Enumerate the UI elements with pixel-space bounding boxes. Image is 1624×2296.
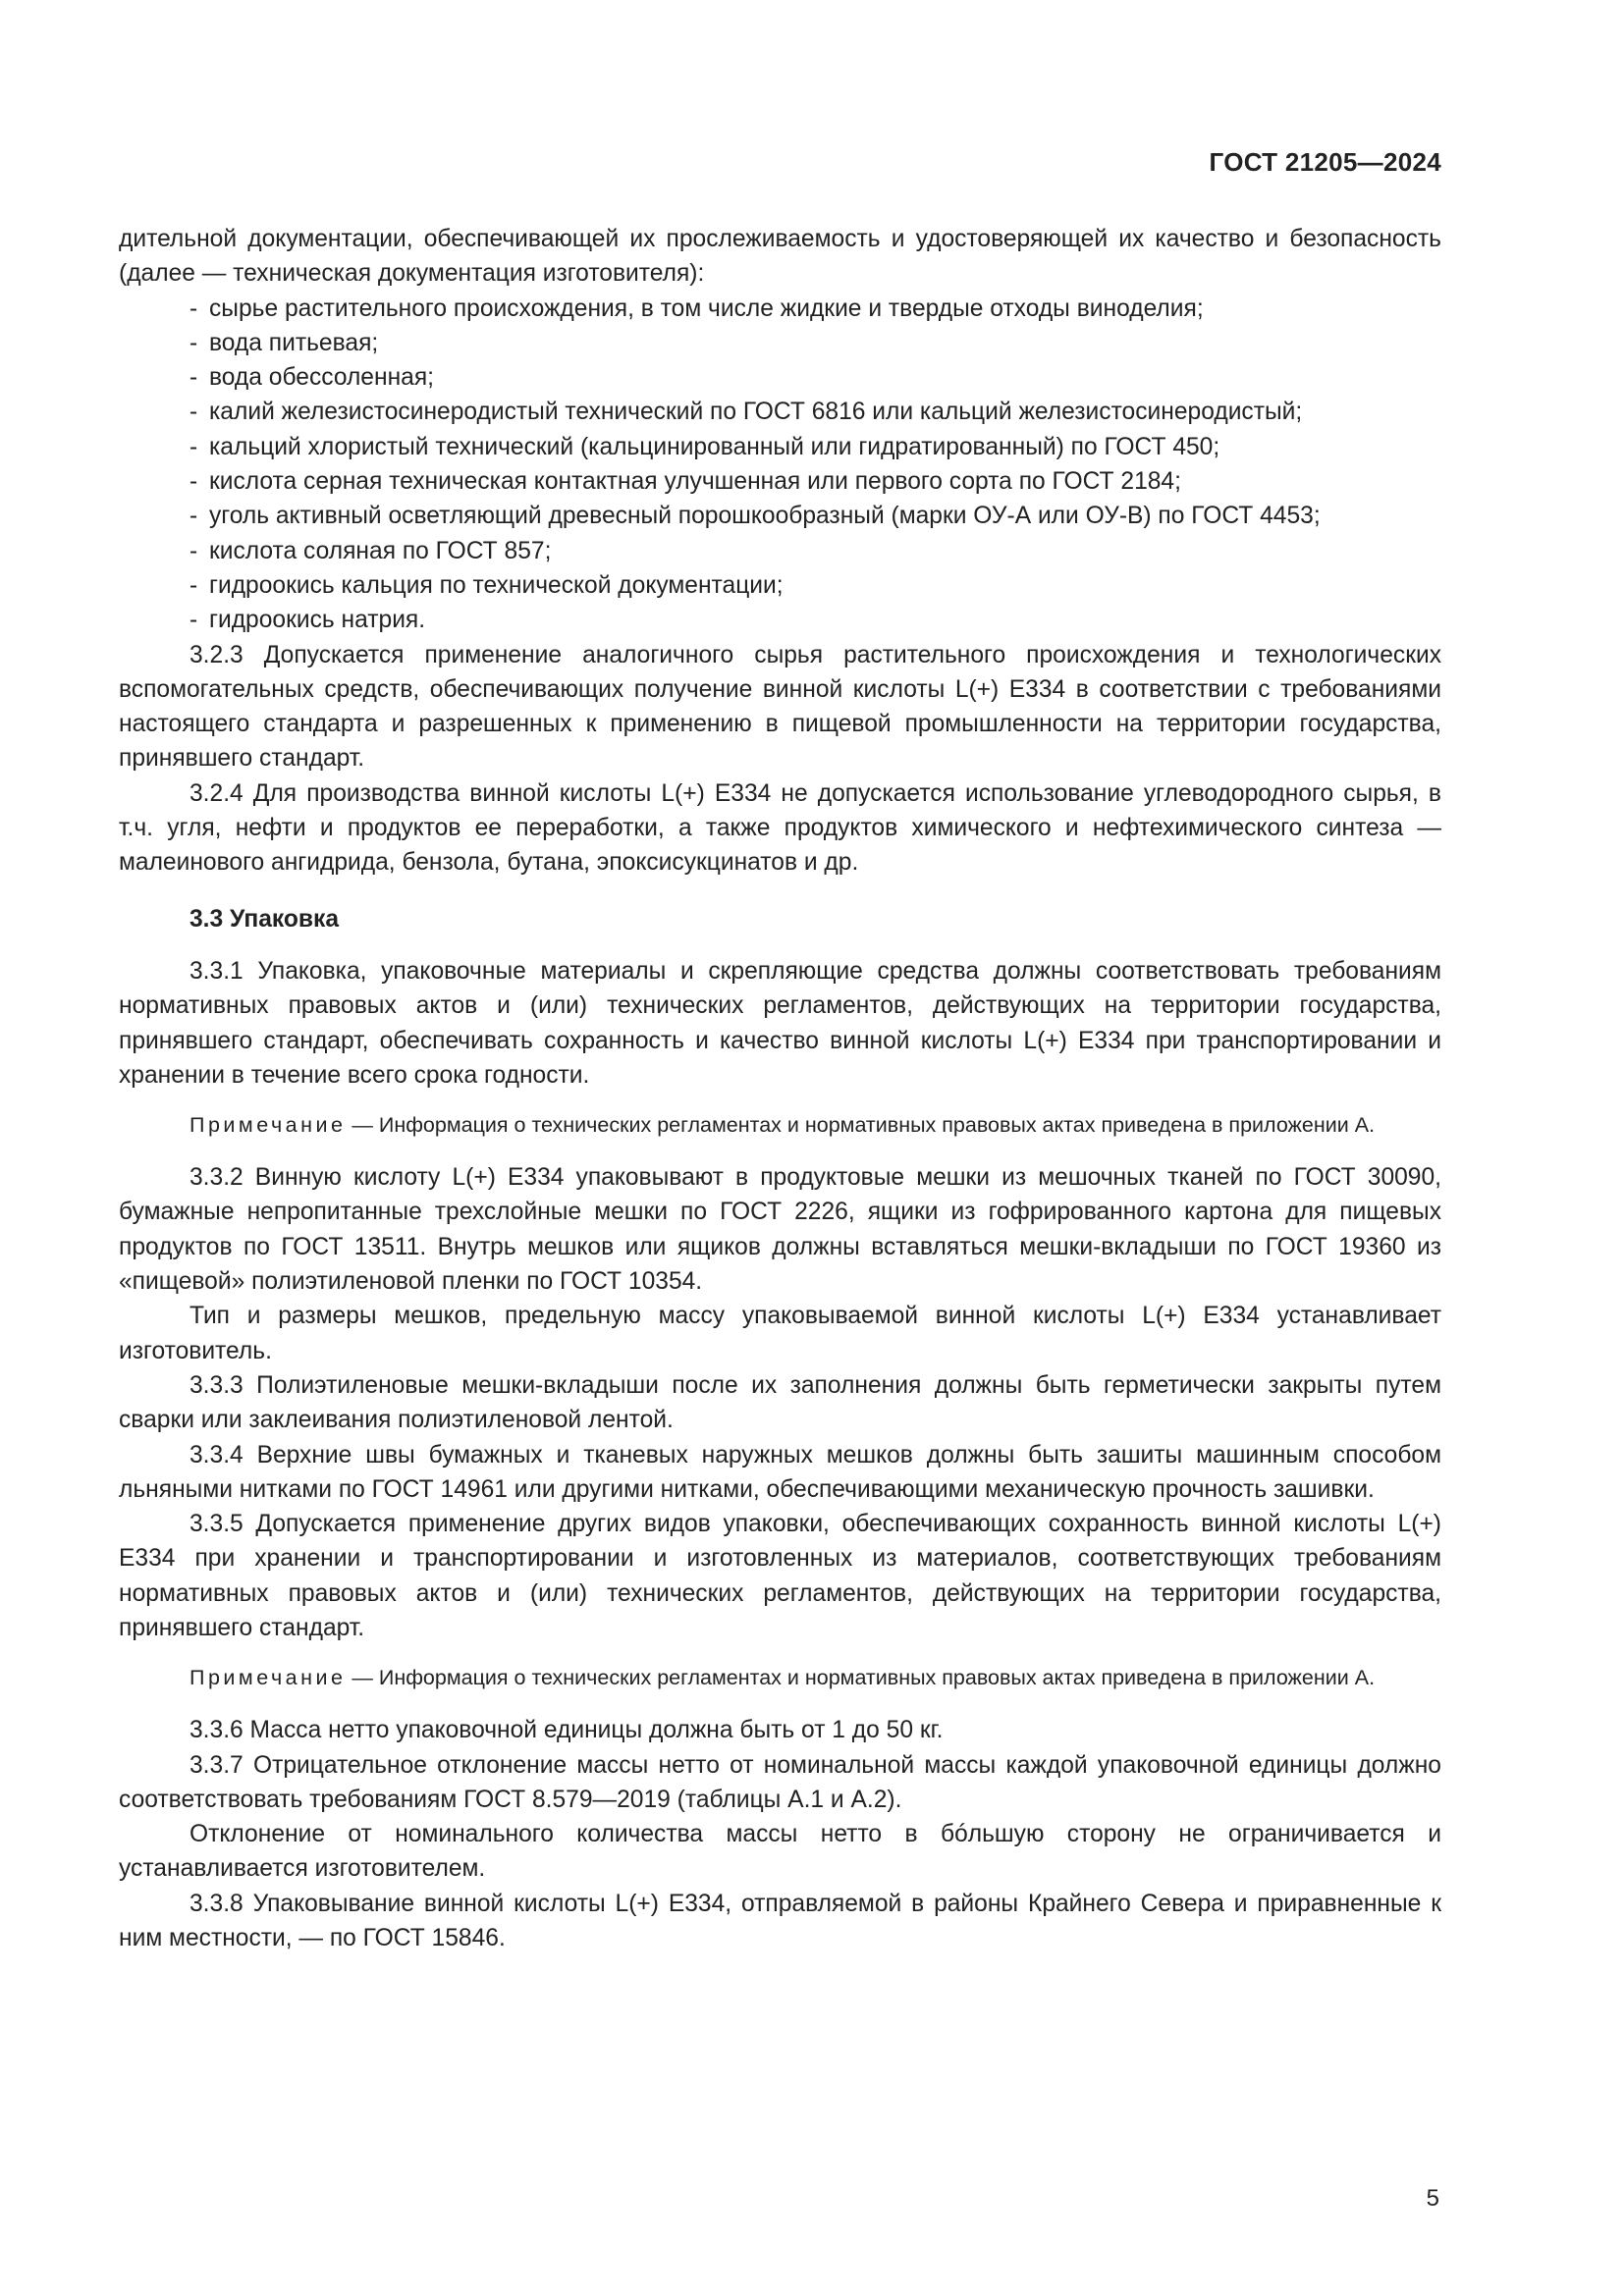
dash-marker: - [189, 468, 198, 496]
paragraph-3-3-7-b: Отклонение от номинального количества массы нетто в бóльшую сторону не ограничивается и устанавливается изготовителем. [119, 1821, 1441, 1883]
list-item: - вода обессоленная; [119, 360, 1441, 395]
list-item: - вода питьевая; [119, 326, 1441, 360]
paragraph-3-3-7: 3.3.7 Отрицательное отклонение массы нетто от номинальной массы каждой упаковочной единицы должно соответствовать требованиям ГОСТ 8.579—2019 (таблицы А.1 и А.2). [119, 1751, 1441, 1813]
dash-marker: - [189, 433, 198, 460]
list-item: - гидроокись натрия. [119, 603, 1441, 637]
list-item: - кальций хлористый технический (кальцинированный или гидратированный) по ГОСТ 450; [119, 430, 1441, 464]
paragraph-3-3-8: 3.3.8 Упаковывание винной кислоты L(+) E334, отправляемой в районы Крайнего Севера и приравненные к ним местности, — по ГОСТ 15846. [119, 1890, 1441, 1952]
paragraph-3-3-2-b: Тип и размеры мешков, предельную массу упаковываемой винной кислоты L(+) E334 устанавливает изготовитель. [119, 1303, 1441, 1364]
note-1 [119, 1110, 1441, 1141]
intro-paragraph: дительной документации, обеспечивающей их прослеживаемость и удостоверяющей их качество и безопасность (далее — техническая документация изготовителя): [119, 226, 1441, 288]
note-2 [119, 1663, 1441, 1693]
dash-marker: - [189, 537, 198, 564]
paragraph-3-3-6: 3.3.6 Масса нетто упаковочной единицы должна быть от 1 до 50 кг. [189, 1717, 944, 1744]
list-item: - сырье растительного происхождения, в том числе жидкие и твердые отходы виноделия; [119, 292, 1441, 326]
note-text: — Информация о технических регламентах и нормативных правовых актах приведена в приложении А. [346, 1666, 1376, 1690]
list-item: - гидроокись кальция по технической документации; [119, 568, 1441, 603]
page-number: 5 [1426, 2185, 1439, 2212]
dash-marker: - [189, 607, 198, 634]
list-item: - уголь активный осветляющий древесный порошкообразный (марки ОУ-А или ОУ-В) по ГОСТ 4453; [119, 499, 1441, 533]
note-label: Примечание [189, 1113, 347, 1138]
dash-marker: - [189, 364, 198, 392]
list-item: - кислота серная техническая контактная улучшенная или первого сорта по ГОСТ 2184; [119, 464, 1441, 499]
document-body [119, 222, 1441, 1955]
dash-marker: - [189, 503, 198, 530]
paragraph-3-3-4: 3.3.4 Верхние швы бумажных и тканевых наружных мешков должны быть зашиты машинным способом льняными нитками по ГОСТ 14961 или другими нитками, обеспечивающими механическую прочность зашивки. [119, 1441, 1441, 1503]
dash-marker: - [189, 399, 198, 426]
materials-list [119, 292, 1441, 638]
note-label: Примечание [189, 1666, 347, 1690]
list-item: - кислота соляная по ГОСТ 857; [119, 534, 1441, 568]
paragraph-3-3-5: 3.3.5 Допускается применение других видов упаковки, обеспечивающих сохранность винной кислоты L(+) E334 при хранении и транспортировании и изготовленных из материалов, соответствующих требованиям нормативных правовых актов и (или) технических регламентов, действующих на территории государства, принявшего стандарт. [119, 1511, 1441, 1641]
note-text: — Информация о технических регламентах и нормативных правовых актах приведена в приложении А. [346, 1113, 1376, 1138]
section-title-3-3: 3.3 Упаковка [189, 905, 340, 933]
dash-marker: - [189, 294, 198, 322]
paragraph-3-3-3: 3.3.3 Полиэтиленовые мешки-вкладыши после их заполнения должны быть герметически закрыты путем сварки или заклеивания полиэтиленовой лентой. [119, 1371, 1441, 1434]
dash-marker: - [189, 329, 198, 356]
paragraph-3-2-4: 3.2.4 Для производства винной кислоты L(+) E334 не допускается использование углеводородного сырья, в т.ч. угля, нефти и продуктов ее переработки, а также продуктов химического и нефтехимического синтеза — малеинового ангидрида, бензола, бутана, эпоксисукцинатов и др. [119, 779, 1441, 877]
list-item: - калий железистосинеродистый технический по ГОСТ 6816 или кальций железистосинеродистый; [119, 395, 1441, 429]
paragraph-3-3-2: 3.3.2 Винную кислоту L(+) E334 упаковывают в продуктовые мешки из мешочных тканей по ГОСТ 30090, бумажные непропитанные трехслойные мешки по ГОСТ 2226, ящики из гофрированного картона для пищевых продуктов по ГОСТ 13511. Внутрь мешков или ящиков должны вставляться мешки-вкладыши по ГОСТ 19360 из «пищевой» полиэтиленовой пленки по ГОСТ 10354. [119, 1164, 1441, 1296]
paragraph-3-2-3: 3.2.3 Допускается применение аналогичного сырья растительного происхождения и технологических вспомогательных средств, обеспечивающих получение винной кислоты L(+) E334 в соответствии с требованиями настоящего стандарта и разрешенных к применению в пищевой промышленности на территории государства, принявшего стандарт. [119, 641, 1441, 773]
standard-header: ГОСТ 21205—2024 [1209, 147, 1441, 177]
paragraph-3-3-1: 3.3.1 Упаковка, упаковочные материалы и скрепляющие средства должны соответствовать требованиям нормативных правовых актов и (или) технических регламентов, действующих на территории государства, принявшего стандарт, обеспечивать сохранность и качество винной кислоты L(+) E334 при транспортировании и хранении в течение всего срока годности. [119, 957, 1441, 1089]
dash-marker: - [189, 571, 198, 599]
